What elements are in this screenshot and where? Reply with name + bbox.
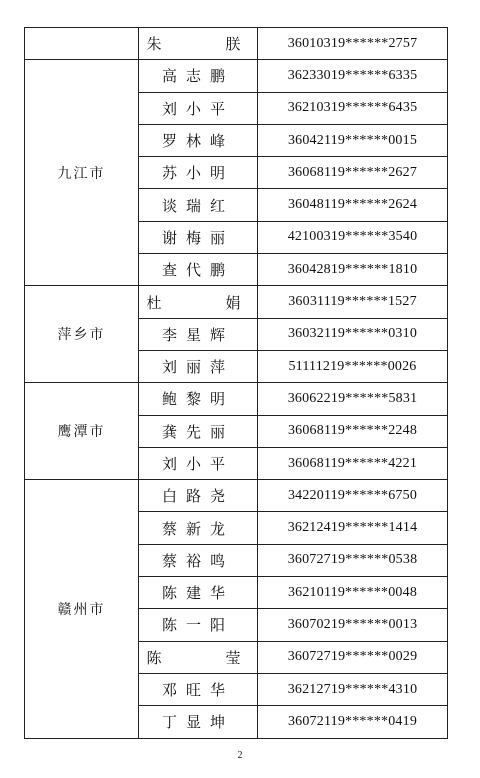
city-cell: 赣州市 <box>25 480 139 738</box>
name-cell: 邓旺华 <box>139 673 258 705</box>
table-row <box>25 383 448 415</box>
id-number-cell: 36068119******2627 <box>258 157 448 189</box>
name-cell: 朱 朕 <box>139 28 258 60</box>
name-cell: 刘丽萍 <box>139 350 258 382</box>
name-cell: 陈一阳 <box>139 609 258 641</box>
id-number-cell: 36068119******4221 <box>258 447 448 479</box>
id-number-cell: 36072119******0419 <box>258 706 448 738</box>
id-number-cell: 36042119******0015 <box>258 124 448 156</box>
page-number: 2 <box>237 750 243 761</box>
id-number-cell: 42100319******3540 <box>258 221 448 253</box>
name-cell: 杜 娟 <box>139 286 258 318</box>
id-number-cell: 51111219******0026 <box>258 350 448 382</box>
id-number-cell: 36212719******4310 <box>258 673 448 705</box>
city-cell: 鹰潭市 <box>25 383 139 480</box>
id-number-cell: 36062219******5831 <box>258 383 448 415</box>
city-cell <box>25 28 139 60</box>
table-row <box>25 28 448 60</box>
name-cell: 刘小平 <box>139 92 258 124</box>
id-number-cell: 36212419******1414 <box>258 512 448 544</box>
id-number-cell: 36032119******0310 <box>258 318 448 350</box>
table-row <box>25 286 448 318</box>
city-cell: 萍乡市 <box>25 286 139 383</box>
name-cell: 蔡新龙 <box>139 512 258 544</box>
table-row <box>25 60 448 92</box>
id-number-cell: 36031119******1527 <box>258 286 448 318</box>
name-cell: 陈 莹 <box>139 641 258 673</box>
id-number-cell: 36068119******2248 <box>258 415 448 447</box>
id-number-cell: 34220119******6750 <box>258 480 448 512</box>
id-number-cell: 36072719******0538 <box>258 544 448 576</box>
table-row <box>25 480 448 512</box>
name-cell: 刘小平 <box>139 447 258 479</box>
name-cell: 丁显坤 <box>139 706 258 738</box>
name-cell: 罗林峰 <box>139 124 258 156</box>
id-number-cell: 36070219******0013 <box>258 609 448 641</box>
name-cell: 苏小明 <box>139 157 258 189</box>
id-number-cell: 36010319******2757 <box>258 28 448 60</box>
name-cell: 鲍黎明 <box>139 383 258 415</box>
name-cell: 高志鹏 <box>139 60 258 92</box>
city-cell: 九江市 <box>25 60 139 286</box>
name-cell: 白路尧 <box>139 480 258 512</box>
id-number-cell: 36048119******2624 <box>258 189 448 221</box>
name-cell: 谈瑞红 <box>139 189 258 221</box>
id-number-cell: 36072719******0029 <box>258 641 448 673</box>
id-number-cell: 36042819******1810 <box>258 254 448 286</box>
id-number-cell: 36233019******6335 <box>258 60 448 92</box>
name-cell: 谢梅丽 <box>139 221 258 253</box>
id-number-cell: 36210319******6435 <box>258 92 448 124</box>
id-number-cell: 36210119******0048 <box>258 577 448 609</box>
name-cell: 陈建华 <box>139 577 258 609</box>
name-cell: 龚先丽 <box>139 415 258 447</box>
personnel-table <box>24 27 448 739</box>
name-cell: 蔡裕鸣 <box>139 544 258 576</box>
name-cell: 查代鹏 <box>139 254 258 286</box>
personnel-table-body <box>25 28 448 739</box>
name-cell: 李星辉 <box>139 318 258 350</box>
